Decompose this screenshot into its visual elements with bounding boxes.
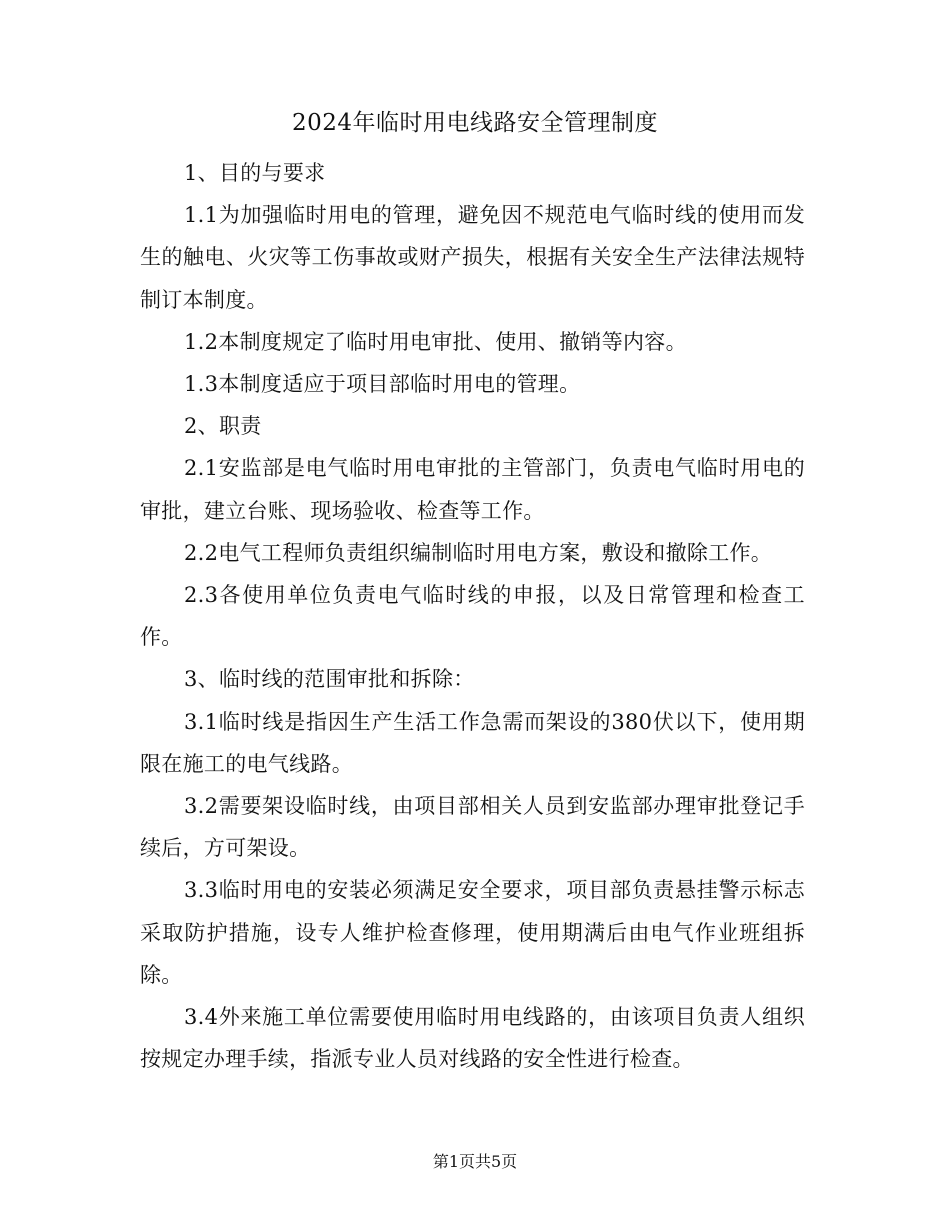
paragraph-3-4: 3.4外来施工单位需要使用临时用电线路的，由该项目负责人组织按规定办理手续，指派专业人员对线路的安全性进行检查。 (140, 1005, 805, 1072)
paragraph-3-2: 3.2需要架设临时线，由项目部相关人员到安监部办理审批登记手续后，方可架设。 (140, 794, 805, 861)
section-heading-1: 1、目的与要求 (184, 161, 326, 185)
paragraph-1-1: 1.1为加强临时用电的管理，避免因不规范电气临时线的使用而发生的触电、火灾等工伤事故或财产损失，根据有关安全生产法律法规特制订本制度。 (140, 203, 805, 312)
document-title: 2024年临时用电线路安全管理制度 (291, 110, 659, 136)
paragraph-1-2: 1.2本制度规定了临时用电审批、使用、撤销等内容。 (184, 329, 687, 354)
document-body (140, 152, 805, 1080)
paragraph-2-1: 2.1安监部是电气临时用电审批的主管部门，负责电气临时用电的审批，建立台账、现场验收、检查等工作。 (140, 456, 805, 523)
paragraph-2-2: 2.2电气工程师负责组织编制临时用电方案，敷设和撤除工作。 (184, 540, 773, 565)
section-heading-2: 2、职责 (184, 414, 262, 439)
paragraph-3-1: 3.1临时线是指因生产生活工作急需而架设的380伏以下，使用期限在施工的电气线路。 (140, 709, 805, 776)
paragraph-3-3: 3.3临时用电的安装必须满足安全要求，项目部负责悬挂警示标志采取防护措施，设专人维护检查修理，使用期满后由电气作业班组拆除。 (140, 878, 805, 987)
section-heading-3: 3、临时线的范围审批和拆除： (184, 667, 475, 692)
paragraph-1-3: 1.3本制度适应于项目部临时用电的管理。 (184, 372, 581, 397)
paragraph-2-3: 2.3各使用单位负责电气临时线的申报，以及日常管理和检查工作。 (140, 583, 805, 650)
page-footer: 第1页共5页 (432, 1152, 518, 1171)
